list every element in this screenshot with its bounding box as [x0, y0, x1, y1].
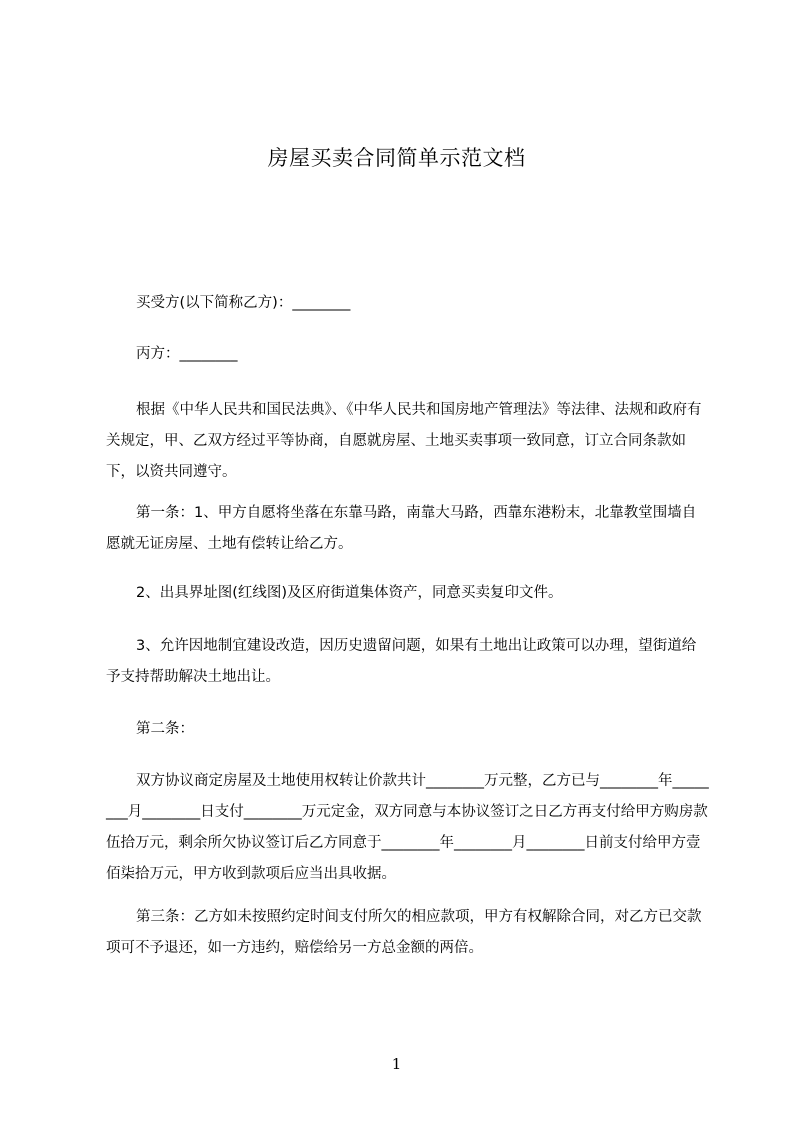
page-number: 1	[391, 1055, 402, 1073]
third-party-line: 丙方：________	[136, 346, 238, 362]
article-1-clause-1: 第一条：1、甲方自愿将坐落在东靠马路，南靠大马路，西靠东港粉末，北靠教堂围墙自愿就无证房屋、土地有偿转让给乙方。	[106, 505, 697, 552]
article-1-clause-3: 3、允许因地制宜建设改造，因历史遗留问题，如果有土地出让政策可以办理，望街道给予支持帮助解决土地出让。	[106, 638, 697, 685]
article-2-paragraph: 双方协议商定房屋及土地使用权转让价款共计________万元整，乙方已与________年________月________日支付________万元定金，双方同意与本协议签订之日乙方再支付给甲方购房款伍拾万元，剩余所欠协议签订后乙方同意于________年________月________日前支付给甲方壹佰柒拾万元，甲方收到款项后应当出具收据。	[106, 773, 709, 882]
document-title: 房屋买卖合同简单示范文档	[267, 146, 526, 170]
buyer-line: 买受方(以下简称乙方)：________	[136, 295, 351, 311]
article-2-heading: 第二条：	[136, 721, 194, 737]
article-3-paragraph: 第三条：乙方如未按照约定时间支付所欠的相应款项，甲方有权解除合同，对乙方已交款项可不予退还，如一方违约，赔偿给另一方总金额的两倍。	[106, 909, 702, 956]
article-1-clause-2: 2、出具界址图(红线图)及区府街道集体资产，同意买卖复印文件。	[136, 585, 563, 601]
preamble-paragraph: 根据《中华人民共和国民法典》、《中华人民共和国房地产管理法》等法律、法规和政府有关规定，甲、乙双方经过平等协商，自愿就房屋、土地买卖事项一致同意，订立合同条款如下，以资共同遵守。	[106, 402, 702, 480]
